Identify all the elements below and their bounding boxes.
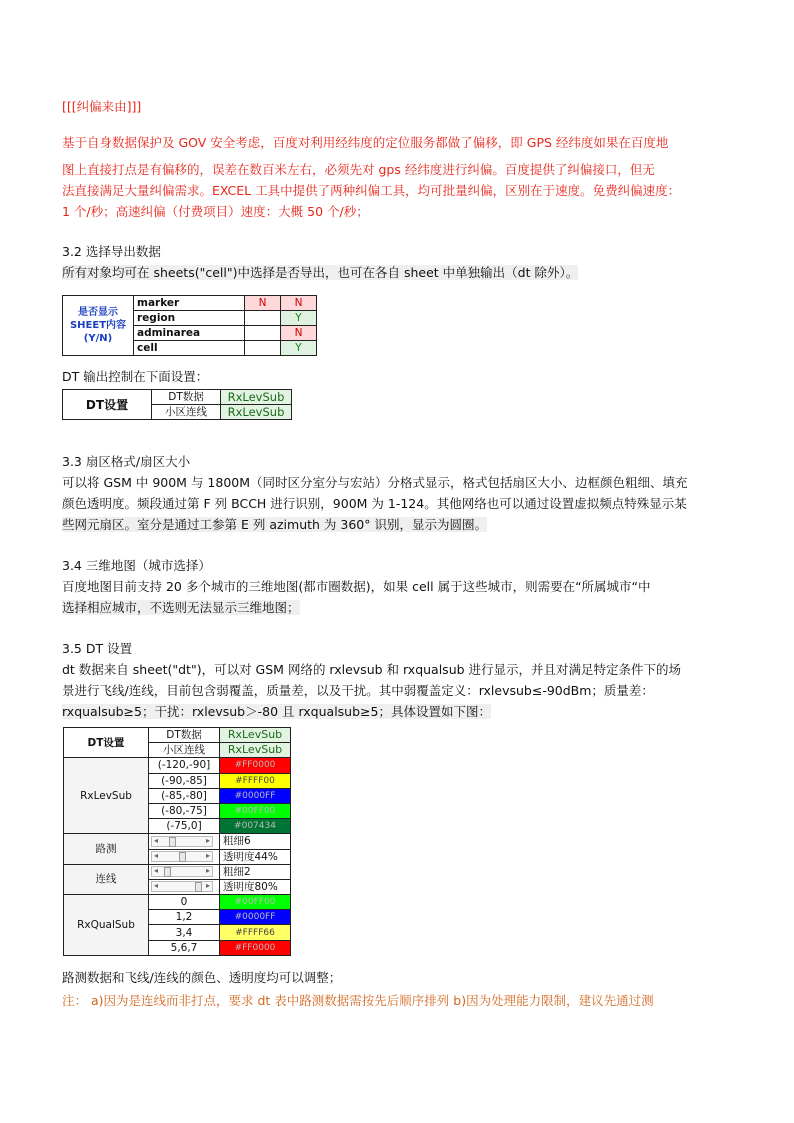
table-header-cell: DT设置	[63, 390, 152, 420]
highlighted-text: 所有对象均可在 sheets("cell")中选择是否导出，也可在各自 sheet 中单独输出（dt 除外）。	[62, 265, 579, 280]
table-cell-value[interactable]: N	[281, 326, 317, 341]
slider-right-arrow-icon[interactable]: ▸	[205, 835, 210, 845]
table-cell-label: 小区连线	[149, 743, 220, 758]
slider-thumb[interactable]	[169, 837, 176, 847]
range-cell: (-85,-80]	[149, 788, 220, 803]
table-cell-value[interactable]: RxLevSub	[221, 390, 292, 405]
rxqual-label: RxQualSub	[64, 895, 149, 956]
slider-thumb[interactable]	[164, 867, 171, 877]
range-cell: 5,6,7	[149, 940, 220, 955]
color-swatch[interactable]: #00FF00	[220, 895, 291, 910]
table-cell-value[interactable]: RxLevSub	[220, 743, 291, 758]
table-cell-value[interactable]: N	[245, 296, 281, 311]
paragraph-line: dt 数据来自 sheet("dt")，可以对 GSM 网络的 rxlevsub 和 rxqualsub 进行显示，并且对满足特定条件下的场	[62, 662, 682, 677]
dt-output-table	[62, 389, 292, 420]
slider-cell[interactable]	[149, 849, 220, 864]
table-cell-name: cell	[134, 341, 245, 356]
rxlev-label: RxLevSub	[64, 758, 149, 834]
range-cell: (-120,-90]	[149, 758, 220, 773]
slider-left-arrow-icon[interactable]: ◂	[154, 866, 159, 876]
table-cell-empty[interactable]	[245, 311, 281, 326]
section-title: 3.2 选择导出数据	[62, 244, 161, 259]
slider-left-arrow-icon[interactable]: ◂	[154, 835, 159, 845]
table-cell-name: region	[134, 311, 245, 326]
paragraph-line	[62, 516, 487, 534]
table-header-cell	[63, 296, 134, 356]
width-slider[interactable]	[151, 866, 213, 877]
slider-cell[interactable]	[149, 834, 220, 849]
color-swatch[interactable]: #FFFF66	[220, 925, 291, 940]
paragraph-line: 百度地图目前支持 20 多个城市的三维地图(都市圈数据)，如果 cell 属于这些城市，则需要在“所属城市“中	[62, 579, 651, 594]
section-title: 3.5 DT 设置	[62, 641, 133, 656]
table-header-cell: DT设置	[64, 728, 149, 758]
paragraph-line: 景进行飞线/连线，目前包含弱覆盖，质量差，以及干扰。其中弱覆盖定义：rxlevsub≤-90dBm；质量差：	[62, 683, 654, 698]
color-swatch[interactable]: #FFFF00	[220, 773, 291, 788]
opacity-slider[interactable]	[151, 851, 213, 862]
section-title: 3.4 三维地图（城市选择）	[62, 558, 211, 573]
setting-value: 粗细2	[220, 864, 291, 879]
range-cell: 0	[149, 895, 220, 910]
table-cell-value[interactable]: RxLevSub	[220, 728, 291, 743]
color-swatch[interactable]: #00FF00	[220, 803, 291, 818]
range-cell: (-90,-85]	[149, 773, 220, 788]
setting-value: 透明度80%	[220, 879, 291, 894]
table-cell-empty[interactable]	[245, 341, 281, 356]
color-swatch[interactable]: #0000FF	[220, 788, 291, 803]
width-slider[interactable]	[151, 836, 213, 847]
slider-right-arrow-icon[interactable]: ▸	[205, 881, 210, 891]
export-selection-table	[62, 295, 317, 356]
table-cell-label: DT数据	[152, 390, 221, 405]
header-line: SHEET内容	[69, 320, 127, 331]
color-swatch[interactable]: #FF0000	[220, 758, 291, 773]
table-cell-value[interactable]: N	[281, 296, 317, 311]
table-cell-empty[interactable]	[245, 326, 281, 341]
slider-cell[interactable]	[149, 879, 220, 894]
range-cell: 1,2	[149, 910, 220, 925]
table-cell-value[interactable]: RxLevSub	[221, 405, 292, 420]
color-swatch[interactable]: #0000FF	[220, 910, 291, 925]
setting-value: 透明度44%	[220, 849, 291, 864]
color-swatch[interactable]: #FF0000	[220, 940, 291, 955]
range-cell: (-75,0]	[149, 819, 220, 834]
paragraph-line: 1 个/秒；高速纠偏（付费项目）速度：大概 50 个/秒；	[62, 204, 369, 219]
paragraph-line: 路测数据和飞线/连线的颜色、透明度均可以调整；	[62, 970, 342, 985]
paragraph-line: 可以将 GSM 中 900M 与 1800M（同时区分室分与宏站）分格式显示，格式包括扇区大小、边框颜色粗细、填充	[62, 475, 688, 490]
paragraph-line	[62, 599, 300, 617]
highlighted-text: 些网元扇区。室分是通过工参第 E 列 azimuth 为 360° 识别，显示为圆圈。	[62, 517, 487, 532]
table-cell-value[interactable]: Y	[281, 341, 317, 356]
section-header: [[[纠偏来由]]]	[62, 99, 142, 114]
paragraph-line	[62, 703, 491, 721]
range-cell: (-80,-75]	[149, 803, 220, 818]
paragraph-line: 法直接满足大量纠偏需求。EXCEL 工具中提供了两种纠偏工具，均可批量纠偏，区别在于速度。免费纠偏速度：	[62, 183, 681, 198]
paragraph-line: 基于自身数据保护及 GOV 安全考虑，百度对利用经纬度的定位服务都做了偏移，即 GPS 经纬度如果在百度地	[62, 135, 669, 150]
table-cell-label: 小区连线	[152, 405, 221, 420]
paragraph-line: 颜色透明度。频段通过第 F 列 BCCH 进行识别，900M 为 1-124。其他网络也可以通过设置虚拟频点特殊显示某	[62, 496, 687, 511]
table-cell-name: marker	[134, 296, 245, 311]
setting-value: 粗细6	[220, 834, 291, 849]
section-title: 3.3 扇区格式/扇区大小	[62, 454, 191, 469]
lutest-label: 路测	[64, 834, 149, 864]
slider-thumb[interactable]	[179, 852, 186, 862]
table-cell-name: adminarea	[134, 326, 245, 341]
paragraph-line: DT 输出控制在下面设置：	[62, 369, 209, 384]
slider-right-arrow-icon[interactable]: ▸	[205, 851, 210, 861]
table-cell-label: DT数据	[149, 728, 220, 743]
paragraph-line: 图上直接打点是有偏移的，误差在数百米左右，必须先对 gps 经纬度进行纠偏。百度提供了纠偏接口，但无	[62, 162, 655, 177]
header-line: 是否显示	[78, 307, 118, 318]
header-line: (Y/N)	[83, 333, 113, 344]
note-line: 注： a)因为是连线而非打点，要求 dt 表中路测数据需按先后顺序排列 b)因为处理能力限制，建议先通过测	[62, 993, 654, 1008]
highlighted-text: rxqualsub≥5；干扰：rxlevsub＞-80 且 rxqualsub≥5；具体设置如下图：	[62, 704, 491, 719]
dt-settings-table	[63, 727, 291, 956]
range-cell: 3,4	[149, 925, 220, 940]
slider-left-arrow-icon[interactable]: ◂	[154, 881, 159, 891]
opacity-slider[interactable]	[151, 881, 213, 892]
highlighted-text: 选择相应城市，不选则无法显示三维地图；	[62, 600, 300, 615]
paragraph-line	[62, 264, 578, 282]
line-label: 连线	[64, 864, 149, 894]
slider-cell[interactable]	[149, 864, 220, 879]
slider-thumb[interactable]	[195, 882, 202, 892]
slider-left-arrow-icon[interactable]: ◂	[154, 851, 159, 861]
color-swatch[interactable]: #007434	[220, 819, 291, 834]
table-cell-value[interactable]: Y	[281, 311, 317, 326]
slider-right-arrow-icon[interactable]: ▸	[205, 866, 210, 876]
